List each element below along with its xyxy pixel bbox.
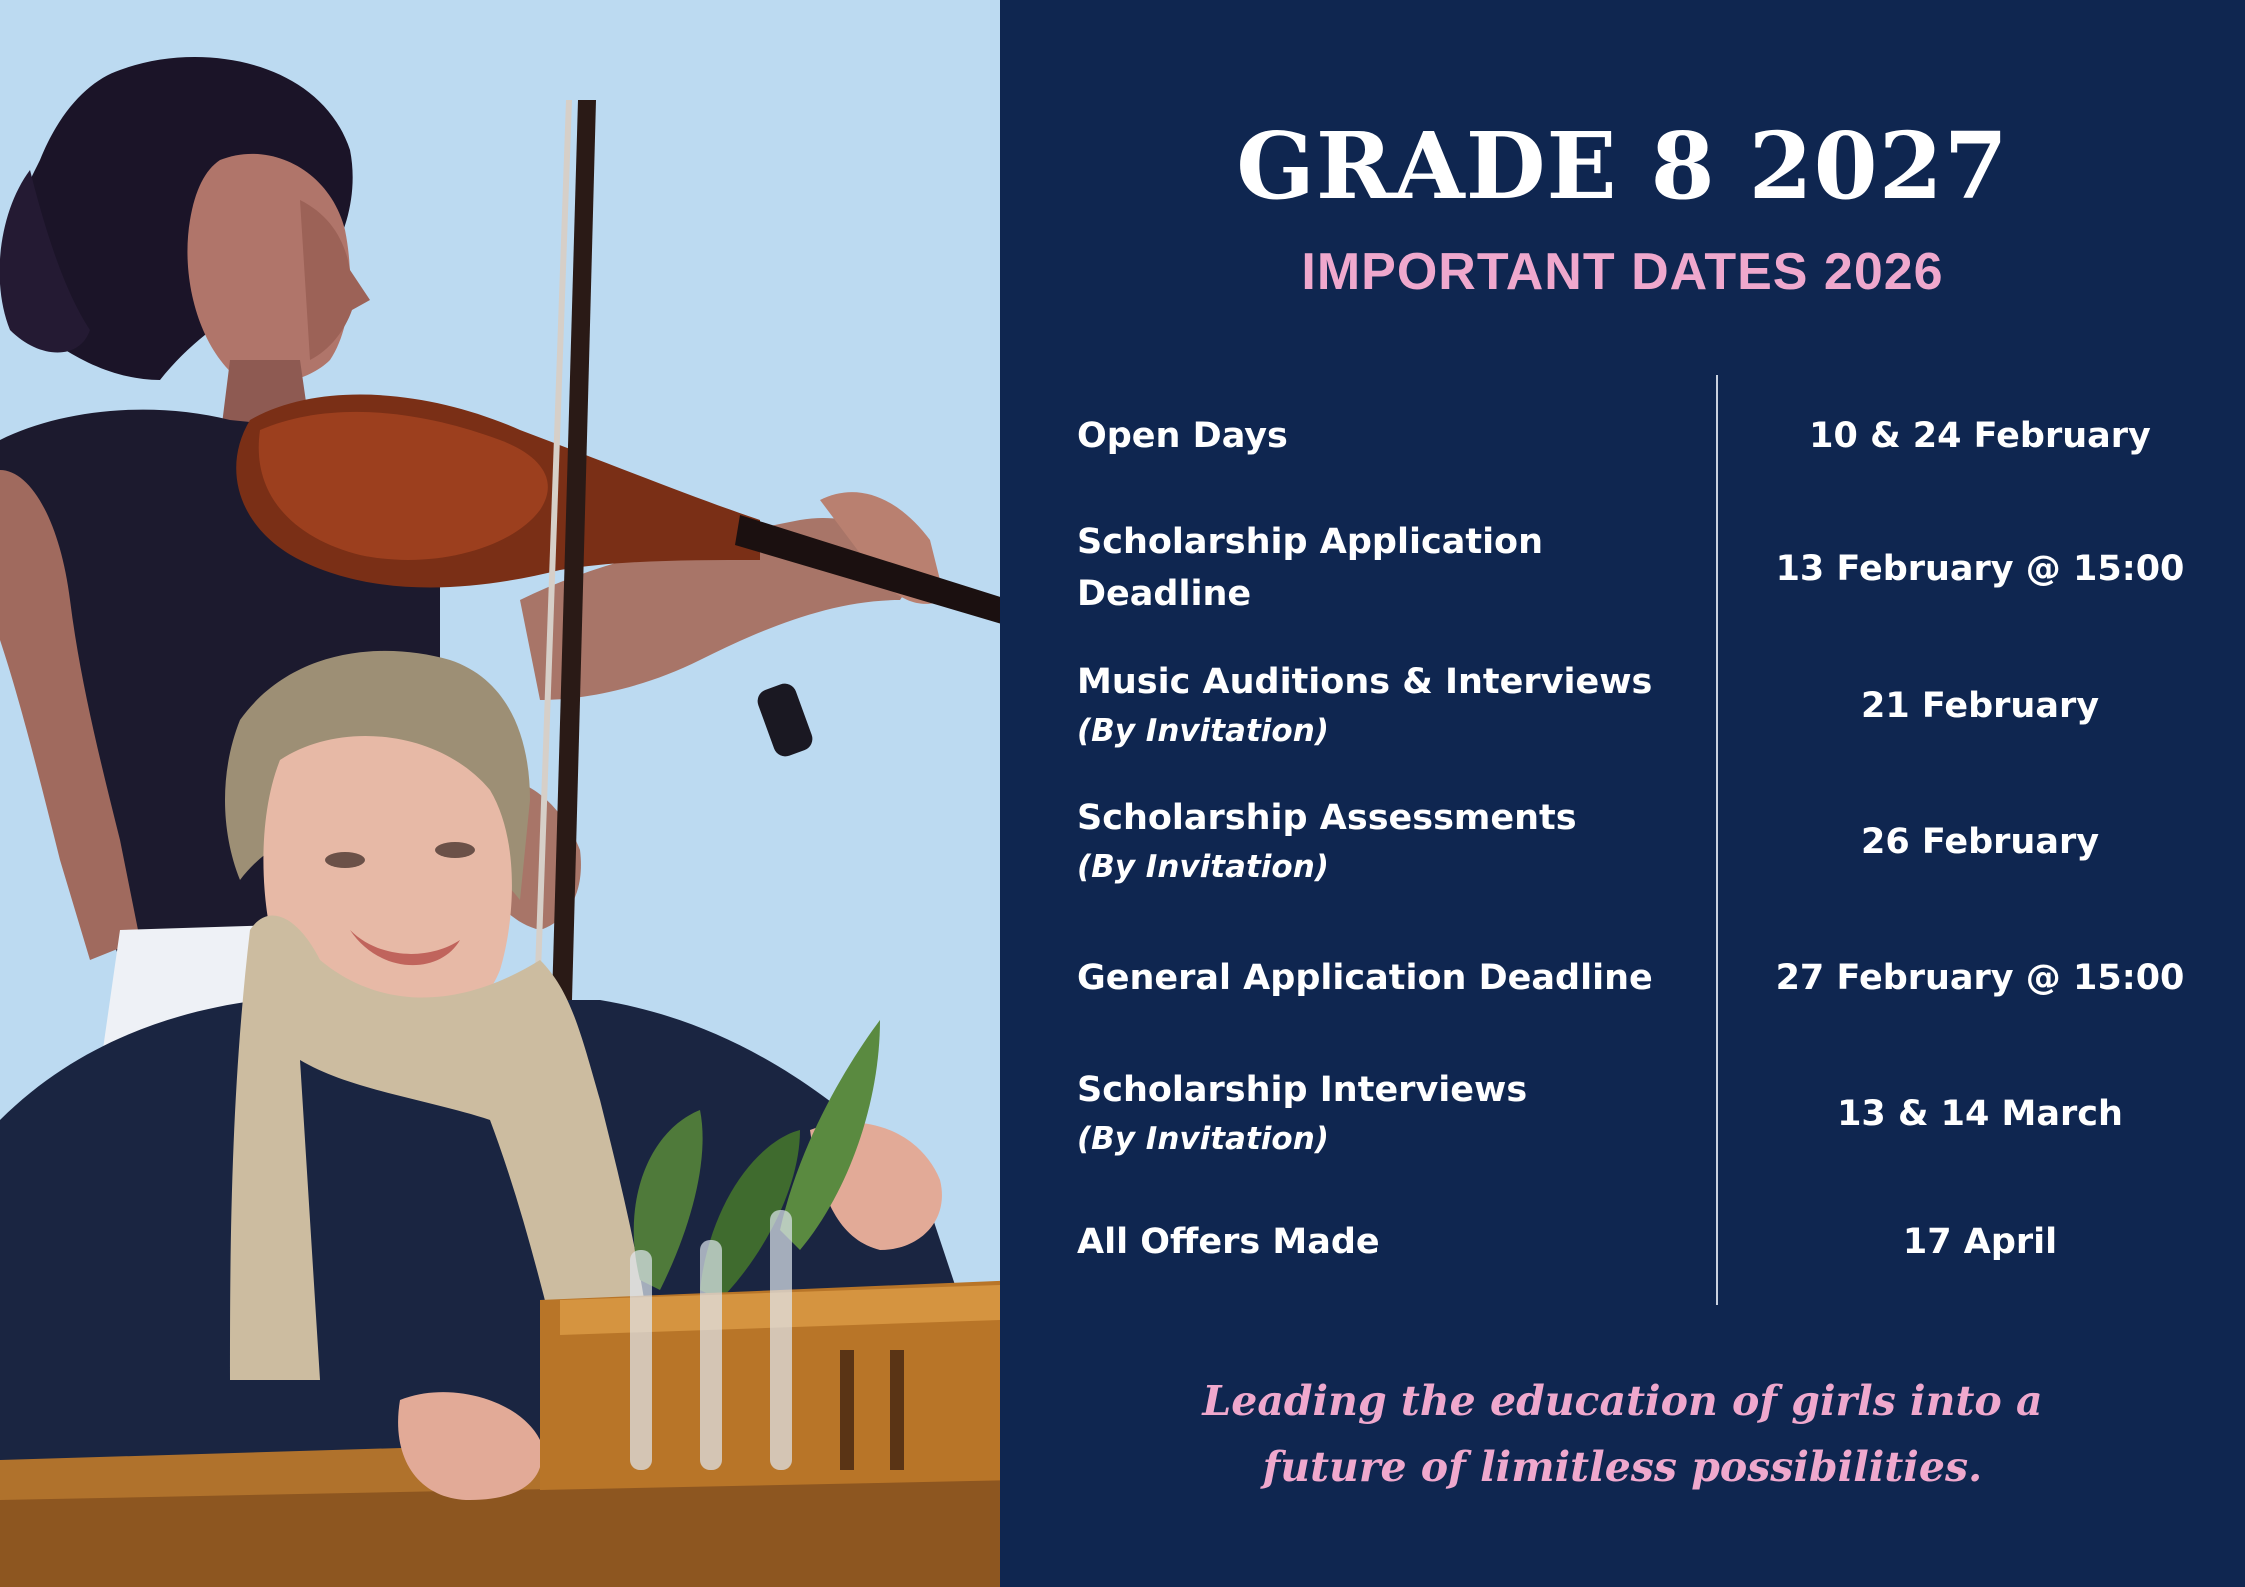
event-note: (By Invitation) [1077,1121,1329,1157]
event-date: 10 & 24 February [1809,416,2151,456]
event-date: 27 February @ 15:00 [1775,958,2185,998]
event-name [1077,410,1697,462]
event-name [1077,656,1697,754]
event-date: 21 February [1860,686,2100,726]
event-date: 26 February [1860,822,2100,862]
event-label: Scholarship Interviews [1077,1070,1528,1110]
event-note: (By Invitation) [1077,849,1329,885]
tagline-line-2: future of limitless possibilities. [1262,1443,1983,1491]
event-label: Open Days [1077,416,1288,456]
event-name [1077,516,1637,620]
event-name [1077,952,1697,1004]
event-label: Scholarship Application Deadline [1077,522,1544,614]
event-name [1077,1064,1697,1162]
event-label: Music Auditions & Interviews [1077,662,1653,702]
event-name [1077,792,1697,890]
event-name [1077,1216,1697,1268]
tagline [1000,1368,2245,1500]
event-date: 13 February @ 15:00 [1775,549,2185,589]
photo-collage [0,0,1000,1587]
photo-illustration [0,0,1000,1587]
page-title: GRADE 8 2027 [1236,112,2009,220]
column-divider [1716,375,1718,1305]
page-subtitle: IMPORTANT DATES 2026 [1301,243,1944,301]
tagline-line-1: Leading the education of girls into a [1202,1377,2043,1425]
event-label: Scholarship Assessments [1077,798,1577,838]
event-label: All Offers Made [1077,1222,1380,1262]
event-date: 17 April [1902,1222,2058,1262]
event-note: (By Invitation) [1077,713,1329,749]
event-date: 13 & 14 March [1837,1094,2123,1134]
dates-panel [1000,0,2245,1587]
event-label: General Application Deadline [1077,958,1653,998]
